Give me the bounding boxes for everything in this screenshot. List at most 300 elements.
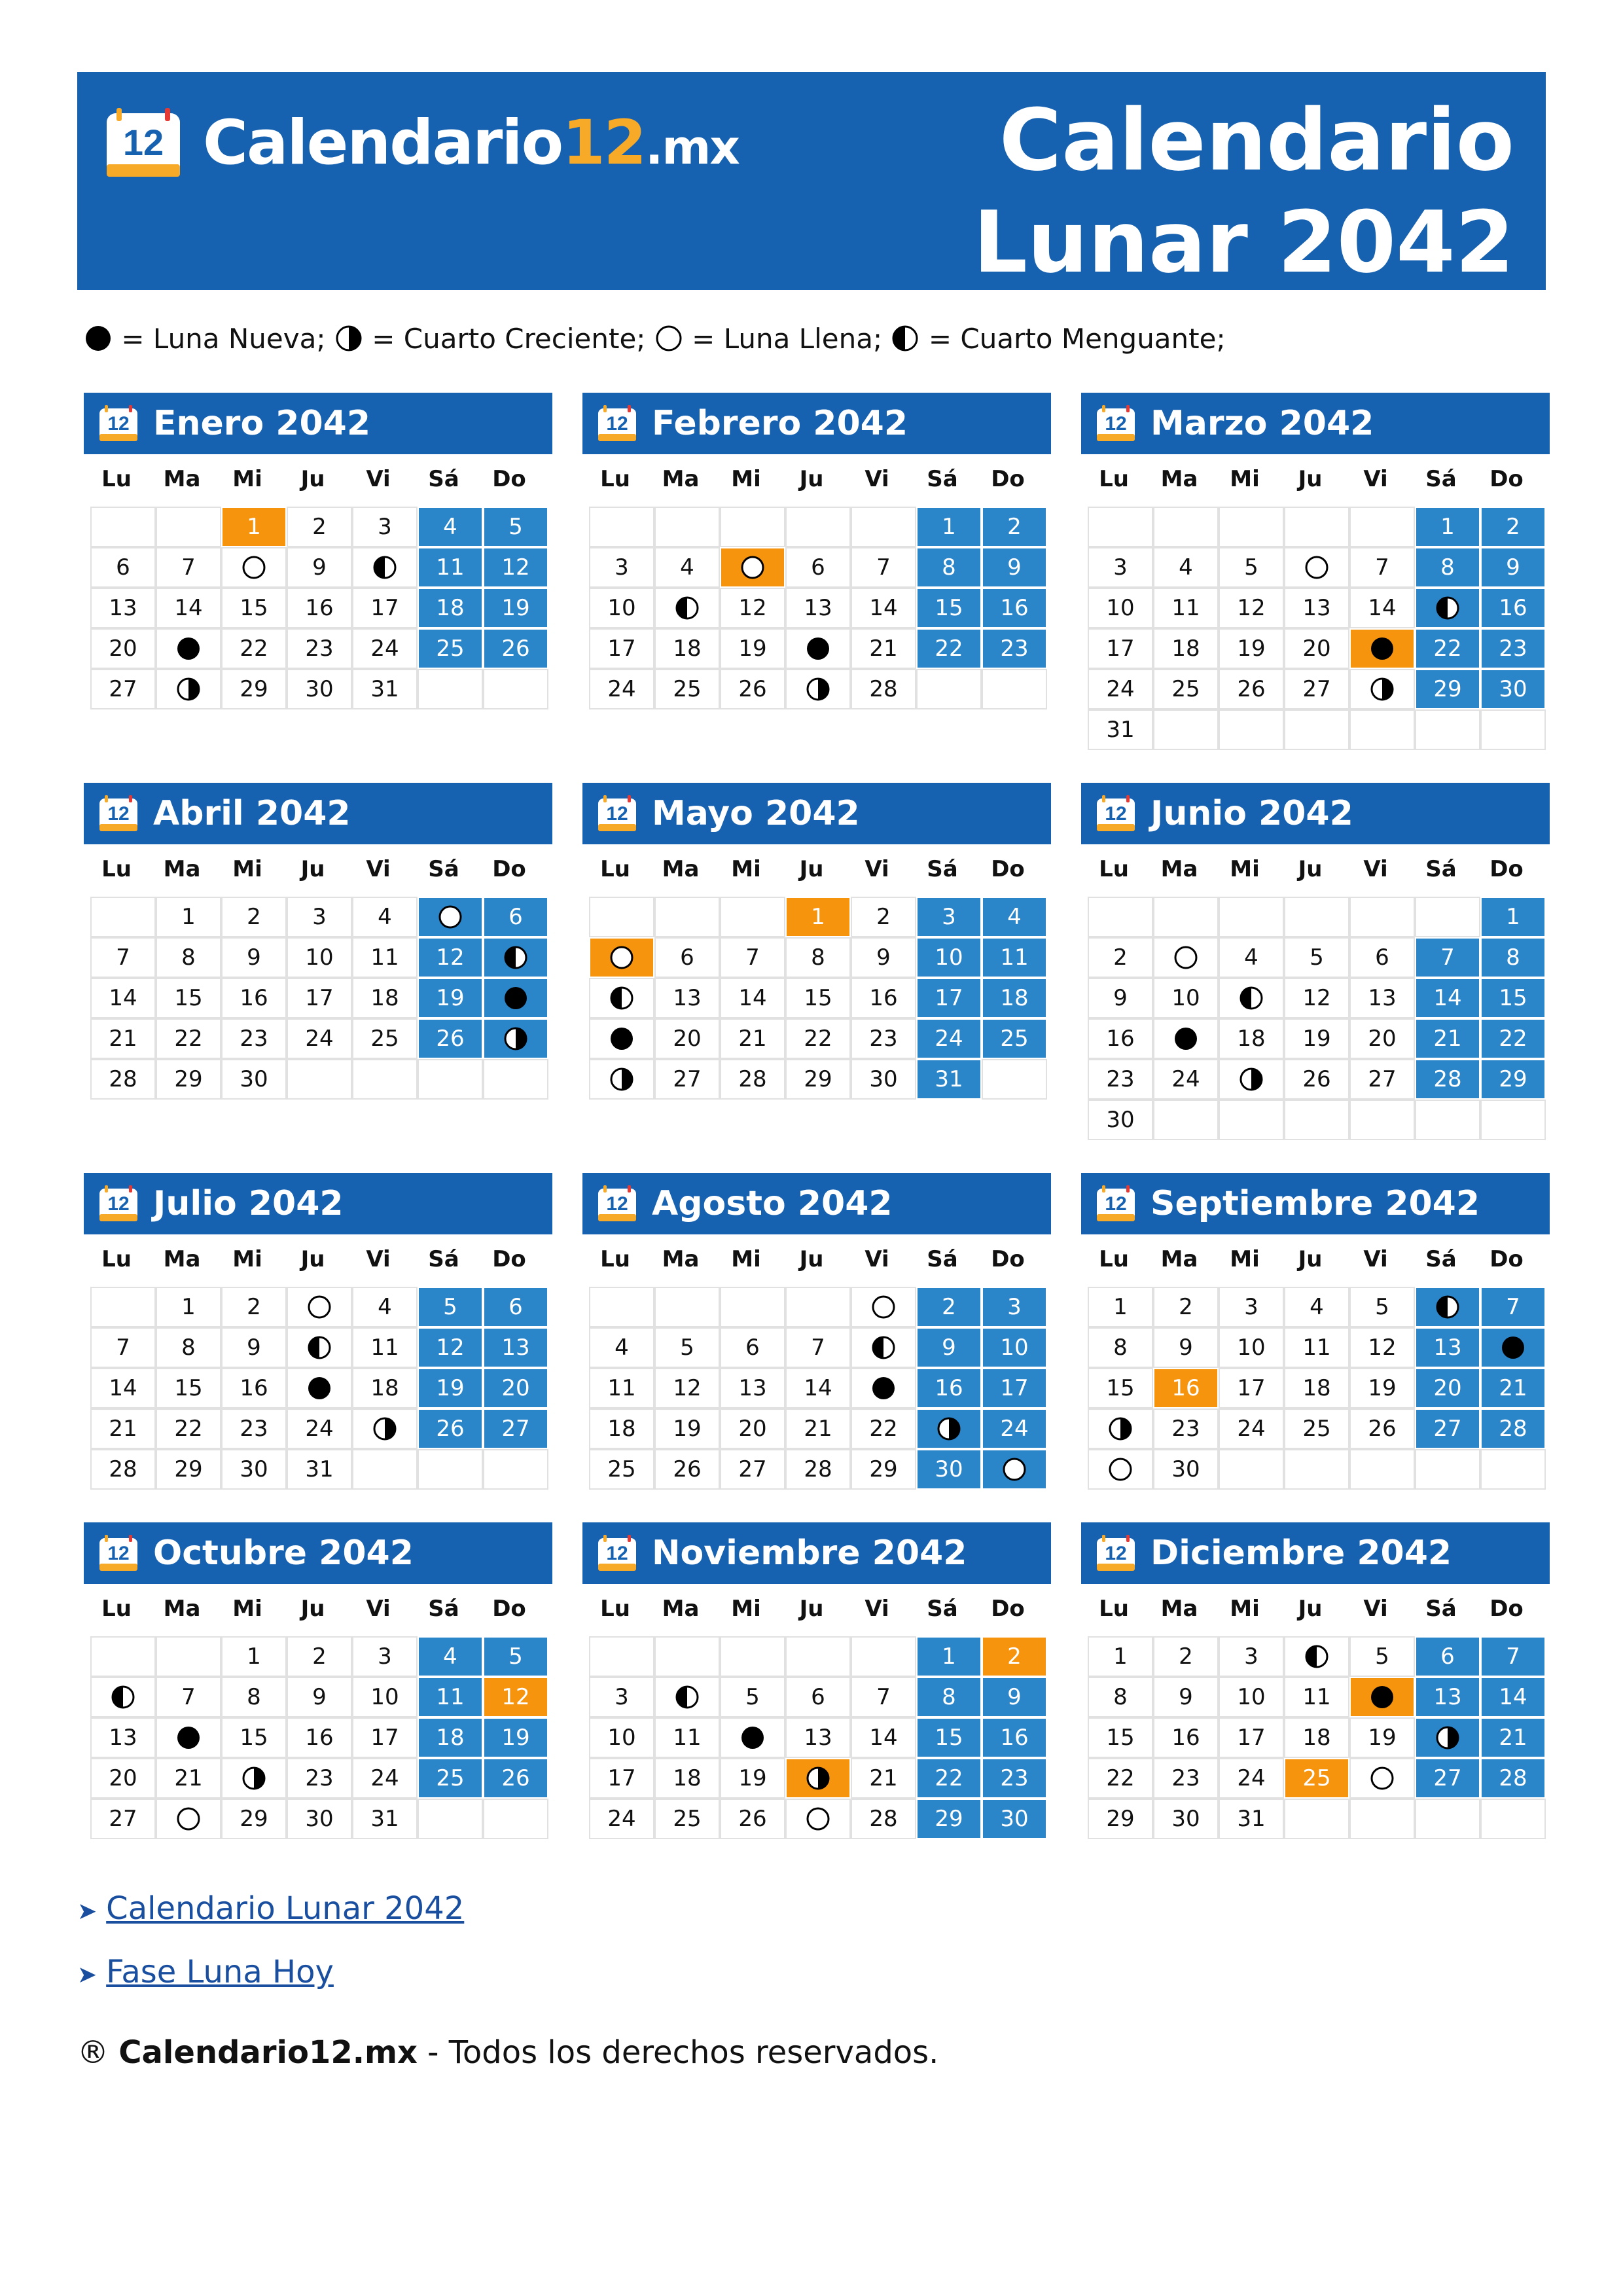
day-cell[interactable]: 13	[1284, 588, 1349, 628]
day-cell[interactable]: 31	[916, 1059, 982, 1100]
day-cell[interactable]: 19	[1284, 1018, 1349, 1059]
day-cell[interactable]: 9	[982, 547, 1047, 588]
day-cell[interactable]: 24	[589, 1799, 654, 1839]
day-cell[interactable]: 18	[352, 978, 418, 1018]
day-cell[interactable]	[1415, 588, 1480, 628]
day-cell[interactable]: 13	[1349, 978, 1415, 1018]
day-cell[interactable]	[483, 978, 548, 1018]
day-cell[interactable]: 29	[1480, 1059, 1546, 1100]
day-cell[interactable]: 16	[1480, 588, 1546, 628]
day-cell[interactable]: 5	[1284, 937, 1349, 978]
day-cell[interactable]: 13	[90, 588, 156, 628]
day-cell[interactable]: 8	[785, 937, 851, 978]
day-cell[interactable]: 27	[1415, 1408, 1480, 1449]
day-cell[interactable]: 7	[720, 937, 785, 978]
day-cell[interactable]	[1088, 1449, 1153, 1490]
day-cell[interactable]: 7	[90, 1327, 156, 1368]
day-cell[interactable]: 26	[720, 669, 785, 709]
day-cell[interactable]: 30	[851, 1059, 916, 1100]
day-cell[interactable]: 12	[483, 1677, 548, 1717]
day-cell[interactable]: 2	[221, 897, 287, 937]
day-cell[interactable]: 28	[851, 1799, 916, 1839]
day-cell[interactable]: 26	[1284, 1059, 1349, 1100]
day-cell[interactable]	[1153, 937, 1219, 978]
day-cell[interactable]	[483, 1018, 548, 1059]
day-cell[interactable]: 20	[90, 1758, 156, 1799]
day-cell[interactable]	[1415, 1717, 1480, 1758]
day-cell[interactable]: 21	[720, 1018, 785, 1059]
day-cell[interactable]: 26	[720, 1799, 785, 1839]
day-cell[interactable]: 9	[1480, 547, 1546, 588]
day-cell[interactable]: 10	[589, 588, 654, 628]
day-cell[interactable]: 4	[1219, 937, 1284, 978]
day-cell[interactable]: 4	[352, 1287, 418, 1327]
day-cell[interactable]: 27	[483, 1408, 548, 1449]
day-cell[interactable]	[589, 1059, 654, 1100]
day-cell[interactable]: 9	[982, 1677, 1047, 1717]
day-cell[interactable]: 10	[287, 937, 352, 978]
day-cell[interactable]: 28	[1480, 1408, 1546, 1449]
day-cell[interactable]: 26	[1349, 1408, 1415, 1449]
day-cell[interactable]: 28	[1480, 1758, 1546, 1799]
day-cell[interactable]: 14	[785, 1368, 851, 1408]
day-cell[interactable]: 4	[982, 897, 1047, 937]
day-cell[interactable]: 20	[654, 1018, 720, 1059]
day-cell[interactable]: 12	[483, 547, 548, 588]
day-cell[interactable]: 7	[1480, 1636, 1546, 1677]
day-cell[interactable]: 29	[785, 1059, 851, 1100]
day-cell[interactable]: 25	[1284, 1758, 1349, 1799]
day-cell[interactable]: 18	[1153, 628, 1219, 669]
day-cell[interactable]: 8	[1088, 1677, 1153, 1717]
day-cell[interactable]: 15	[916, 588, 982, 628]
day-cell[interactable]: 9	[221, 937, 287, 978]
day-cell[interactable]	[1415, 1287, 1480, 1327]
day-cell[interactable]: 29	[916, 1799, 982, 1839]
day-cell[interactable]: 14	[1480, 1677, 1546, 1717]
day-cell[interactable]: 24	[1219, 1758, 1284, 1799]
day-cell[interactable]: 14	[851, 588, 916, 628]
day-cell[interactable]: 13	[785, 588, 851, 628]
day-cell[interactable]: 21	[156, 1758, 221, 1799]
day-cell[interactable]: 30	[1088, 1100, 1153, 1140]
day-cell[interactable]: 19	[483, 1717, 548, 1758]
day-cell[interactable]: 15	[1088, 1717, 1153, 1758]
day-cell[interactable]	[785, 1758, 851, 1799]
day-cell[interactable]: 18	[589, 1408, 654, 1449]
day-cell[interactable]	[589, 1018, 654, 1059]
day-cell[interactable]	[352, 1408, 418, 1449]
day-cell[interactable]: 2	[287, 507, 352, 547]
day-cell[interactable]: 19	[720, 1758, 785, 1799]
day-cell[interactable]: 30	[287, 669, 352, 709]
day-cell[interactable]: 22	[851, 1408, 916, 1449]
day-cell[interactable]: 30	[982, 1799, 1047, 1839]
day-cell[interactable]: 22	[916, 628, 982, 669]
day-cell[interactable]: 4	[418, 1636, 483, 1677]
day-cell[interactable]: 19	[418, 978, 483, 1018]
day-cell[interactable]: 18	[654, 628, 720, 669]
day-cell[interactable]: 2	[851, 897, 916, 937]
day-cell[interactable]: 26	[483, 628, 548, 669]
day-cell[interactable]: 21	[851, 628, 916, 669]
day-cell[interactable]: 16	[851, 978, 916, 1018]
day-cell[interactable]: 10	[1219, 1677, 1284, 1717]
day-cell[interactable]: 7	[90, 937, 156, 978]
day-cell[interactable]: 19	[720, 628, 785, 669]
day-cell[interactable]: 3	[589, 1677, 654, 1717]
day-cell[interactable]: 23	[1480, 628, 1546, 669]
day-cell[interactable]: 20	[483, 1368, 548, 1408]
day-cell[interactable]: 4	[654, 547, 720, 588]
day-cell[interactable]: 28	[785, 1449, 851, 1490]
day-cell[interactable]: 28	[720, 1059, 785, 1100]
day-cell[interactable]: 16	[287, 588, 352, 628]
day-cell[interactable]: 14	[90, 978, 156, 1018]
day-cell[interactable]: 19	[483, 588, 548, 628]
day-cell[interactable]: 11	[654, 1717, 720, 1758]
day-cell[interactable]: 18	[1219, 1018, 1284, 1059]
day-cell[interactable]: 25	[1153, 669, 1219, 709]
day-cell[interactable]: 17	[1219, 1368, 1284, 1408]
day-cell[interactable]: 18	[418, 1717, 483, 1758]
day-cell[interactable]: 11	[1153, 588, 1219, 628]
day-cell[interactable]	[720, 547, 785, 588]
day-cell[interactable]: 2	[1088, 937, 1153, 978]
day-cell[interactable]: 12	[418, 1327, 483, 1368]
day-cell[interactable]: 3	[1219, 1287, 1284, 1327]
day-cell[interactable]: 6	[1349, 937, 1415, 978]
day-cell[interactable]: 5	[1349, 1287, 1415, 1327]
day-cell[interactable]: 5	[1349, 1636, 1415, 1677]
day-cell[interactable]: 27	[1349, 1059, 1415, 1100]
day-cell[interactable]: 24	[1088, 669, 1153, 709]
day-cell[interactable]	[287, 1287, 352, 1327]
day-cell[interactable]: 12	[720, 588, 785, 628]
day-cell[interactable]: 10	[982, 1327, 1047, 1368]
day-cell[interactable]: 29	[1088, 1799, 1153, 1839]
day-cell[interactable]	[654, 588, 720, 628]
day-cell[interactable]: 4	[418, 507, 483, 547]
day-cell[interactable]: 9	[1153, 1677, 1219, 1717]
day-cell[interactable]: 6	[785, 1677, 851, 1717]
day-cell[interactable]: 9	[221, 1327, 287, 1368]
day-cell[interactable]	[156, 1717, 221, 1758]
day-cell[interactable]: 26	[483, 1758, 548, 1799]
day-cell[interactable]: 13	[483, 1327, 548, 1368]
day-cell[interactable]	[287, 1368, 352, 1408]
day-cell[interactable]: 7	[156, 1677, 221, 1717]
day-cell[interactable]: 3	[589, 547, 654, 588]
day-cell[interactable]: 15	[1480, 978, 1546, 1018]
day-cell[interactable]: 24	[352, 1758, 418, 1799]
day-cell[interactable]: 24	[589, 669, 654, 709]
calendario-lunar-link[interactable]: Calendario Lunar 2042	[106, 1890, 465, 1927]
day-cell[interactable]: 13	[785, 1717, 851, 1758]
day-cell[interactable]: 24	[352, 628, 418, 669]
day-cell[interactable]: 3	[287, 897, 352, 937]
day-cell[interactable]	[1349, 669, 1415, 709]
day-cell[interactable]: 23	[982, 628, 1047, 669]
day-cell[interactable]	[287, 1327, 352, 1368]
day-cell[interactable]: 11	[1284, 1677, 1349, 1717]
day-cell[interactable]: 1	[221, 1636, 287, 1677]
day-cell[interactable]: 7	[785, 1327, 851, 1368]
day-cell[interactable]: 9	[287, 1677, 352, 1717]
day-cell[interactable]	[1349, 628, 1415, 669]
day-cell[interactable]: 1	[785, 897, 851, 937]
day-cell[interactable]: 3	[1219, 1636, 1284, 1677]
day-cell[interactable]: 29	[221, 669, 287, 709]
day-cell[interactable]: 23	[287, 628, 352, 669]
day-cell[interactable]: 27	[720, 1449, 785, 1490]
day-cell[interactable]: 2	[1480, 507, 1546, 547]
day-cell[interactable]: 25	[654, 669, 720, 709]
day-cell[interactable]: 14	[851, 1717, 916, 1758]
day-cell[interactable]: 6	[1415, 1636, 1480, 1677]
day-cell[interactable]: 3	[1088, 547, 1153, 588]
day-cell[interactable]: 5	[1219, 547, 1284, 588]
day-cell[interactable]: 26	[1219, 669, 1284, 709]
day-cell[interactable]: 9	[1153, 1327, 1219, 1368]
day-cell[interactable]: 10	[589, 1717, 654, 1758]
day-cell[interactable]: 26	[654, 1449, 720, 1490]
day-cell[interactable]: 26	[418, 1018, 483, 1059]
day-cell[interactable]: 8	[916, 547, 982, 588]
day-cell[interactable]: 22	[221, 628, 287, 669]
day-cell[interactable]: 16	[221, 1368, 287, 1408]
day-cell[interactable]: 16	[982, 588, 1047, 628]
day-cell[interactable]: 12	[418, 937, 483, 978]
day-cell[interactable]: 4	[1284, 1287, 1349, 1327]
fase-luna-hoy-link[interactable]: Fase Luna Hoy	[106, 1954, 334, 1990]
day-cell[interactable]: 25	[352, 1018, 418, 1059]
day-cell[interactable]	[156, 1799, 221, 1839]
day-cell[interactable]: 10	[1088, 588, 1153, 628]
day-cell[interactable]: 19	[654, 1408, 720, 1449]
day-cell[interactable]: 15	[156, 978, 221, 1018]
day-cell[interactable]: 12	[1284, 978, 1349, 1018]
day-cell[interactable]: 6	[785, 547, 851, 588]
day-cell[interactable]: 26	[418, 1408, 483, 1449]
day-cell[interactable]: 7	[851, 1677, 916, 1717]
day-cell[interactable]: 11	[418, 547, 483, 588]
day-cell[interactable]: 24	[916, 1018, 982, 1059]
day-cell[interactable]: 17	[589, 628, 654, 669]
day-cell[interactable]	[156, 628, 221, 669]
day-cell[interactable]: 11	[1284, 1327, 1349, 1368]
day-cell[interactable]: 13	[654, 978, 720, 1018]
day-cell[interactable]: 8	[1480, 937, 1546, 978]
day-cell[interactable]: 27	[90, 1799, 156, 1839]
day-cell[interactable]: 25	[654, 1799, 720, 1839]
day-cell[interactable]	[720, 1717, 785, 1758]
day-cell[interactable]: 23	[221, 1018, 287, 1059]
day-cell[interactable]: 24	[287, 1018, 352, 1059]
day-cell[interactable]: 12	[1219, 588, 1284, 628]
day-cell[interactable]: 13	[90, 1717, 156, 1758]
day-cell[interactable]: 14	[1415, 978, 1480, 1018]
day-cell[interactable]: 25	[418, 628, 483, 669]
day-cell[interactable]: 8	[916, 1677, 982, 1717]
day-cell[interactable]: 24	[287, 1408, 352, 1449]
day-cell[interactable]: 18	[982, 978, 1047, 1018]
day-cell[interactable]: 12	[1349, 1327, 1415, 1368]
day-cell[interactable]: 29	[156, 1059, 221, 1100]
day-cell[interactable]: 5	[654, 1327, 720, 1368]
day-cell[interactable]: 6	[720, 1327, 785, 1368]
day-cell[interactable]: 8	[156, 1327, 221, 1368]
day-cell[interactable]: 2	[1153, 1287, 1219, 1327]
day-cell[interactable]: 7	[851, 547, 916, 588]
day-cell[interactable]: 21	[1480, 1717, 1546, 1758]
day-cell[interactable]: 16	[287, 1717, 352, 1758]
day-cell[interactable]: 15	[785, 978, 851, 1018]
day-cell[interactable]: 16	[916, 1368, 982, 1408]
day-cell[interactable]: 4	[352, 897, 418, 937]
day-cell[interactable]	[1088, 1408, 1153, 1449]
day-cell[interactable]: 23	[1153, 1408, 1219, 1449]
day-cell[interactable]: 20	[1415, 1368, 1480, 1408]
day-cell[interactable]: 29	[156, 1449, 221, 1490]
day-cell[interactable]: 16	[221, 978, 287, 1018]
day-cell[interactable]: 3	[352, 1636, 418, 1677]
day-cell[interactable]: 9	[1088, 978, 1153, 1018]
day-cell[interactable]: 16	[1088, 1018, 1153, 1059]
day-cell[interactable]: 22	[156, 1408, 221, 1449]
day-cell[interactable]: 8	[1088, 1327, 1153, 1368]
day-cell[interactable]: 21	[90, 1018, 156, 1059]
day-cell[interactable]: 24	[1219, 1408, 1284, 1449]
day-cell[interactable]	[654, 1677, 720, 1717]
day-cell[interactable]	[352, 547, 418, 588]
day-cell[interactable]: 15	[221, 588, 287, 628]
day-cell[interactable]	[785, 628, 851, 669]
day-cell[interactable]: 31	[352, 1799, 418, 1839]
day-cell[interactable]: 16	[1153, 1368, 1219, 1408]
day-cell[interactable]: 13	[720, 1368, 785, 1408]
day-cell[interactable]: 15	[221, 1717, 287, 1758]
day-cell[interactable]: 27	[1415, 1758, 1480, 1799]
day-cell[interactable]: 17	[352, 588, 418, 628]
day-cell[interactable]	[916, 1408, 982, 1449]
day-cell[interactable]	[221, 547, 287, 588]
day-cell[interactable]: 2	[916, 1287, 982, 1327]
day-cell[interactable]	[1219, 978, 1284, 1018]
day-cell[interactable]: 29	[851, 1449, 916, 1490]
day-cell[interactable]: 16	[982, 1717, 1047, 1758]
day-cell[interactable]: 22	[916, 1758, 982, 1799]
day-cell[interactable]: 22	[156, 1018, 221, 1059]
day-cell[interactable]: 28	[1415, 1059, 1480, 1100]
day-cell[interactable]: 31	[287, 1449, 352, 1490]
day-cell[interactable]: 10	[916, 937, 982, 978]
day-cell[interactable]: 4	[1153, 547, 1219, 588]
day-cell[interactable]: 17	[1088, 628, 1153, 669]
day-cell[interactable]: 13	[1415, 1677, 1480, 1717]
day-cell[interactable]: 21	[1480, 1368, 1546, 1408]
day-cell[interactable]: 18	[654, 1758, 720, 1799]
day-cell[interactable]: 1	[156, 897, 221, 937]
day-cell[interactable]: 3	[352, 507, 418, 547]
day-cell[interactable]: 18	[418, 588, 483, 628]
day-cell[interactable]: 5	[720, 1677, 785, 1717]
day-cell[interactable]: 28	[851, 669, 916, 709]
day-cell[interactable]: 6	[483, 1287, 548, 1327]
day-cell[interactable]	[90, 1677, 156, 1717]
day-cell[interactable]: 23	[1088, 1059, 1153, 1100]
day-cell[interactable]: 25	[418, 1758, 483, 1799]
day-cell[interactable]	[1284, 547, 1349, 588]
day-cell[interactable]	[1153, 1018, 1219, 1059]
day-cell[interactable]: 13	[1415, 1327, 1480, 1368]
day-cell[interactable]: 8	[156, 937, 221, 978]
day-cell[interactable]: 21	[90, 1408, 156, 1449]
day-cell[interactable]: 17	[916, 978, 982, 1018]
day-cell[interactable]: 19	[1349, 1368, 1415, 1408]
day-cell[interactable]: 1	[1088, 1287, 1153, 1327]
day-cell[interactable]: 21	[785, 1408, 851, 1449]
day-cell[interactable]: 27	[654, 1059, 720, 1100]
day-cell[interactable]: 9	[851, 937, 916, 978]
day-cell[interactable]: 11	[352, 937, 418, 978]
day-cell[interactable]	[851, 1287, 916, 1327]
day-cell[interactable]: 30	[287, 1799, 352, 1839]
day-cell[interactable]: 6	[483, 897, 548, 937]
day-cell[interactable]	[785, 669, 851, 709]
day-cell[interactable]: 31	[1219, 1799, 1284, 1839]
site-logo[interactable]	[203, 106, 739, 185]
day-cell[interactable]: 21	[1415, 1018, 1480, 1059]
day-cell[interactable]: 18	[352, 1368, 418, 1408]
day-cell[interactable]: 19	[1219, 628, 1284, 669]
day-cell[interactable]	[221, 1758, 287, 1799]
day-cell[interactable]: 1	[1415, 507, 1480, 547]
day-cell[interactable]	[156, 669, 221, 709]
day-cell[interactable]: 2	[982, 507, 1047, 547]
day-cell[interactable]: 23	[851, 1018, 916, 1059]
day-cell[interactable]	[1284, 1636, 1349, 1677]
day-cell[interactable]	[851, 1368, 916, 1408]
day-cell[interactable]: 20	[1349, 1018, 1415, 1059]
day-cell[interactable]: 2	[221, 1287, 287, 1327]
day-cell[interactable]: 7	[1349, 547, 1415, 588]
day-cell[interactable]: 17	[982, 1368, 1047, 1408]
day-cell[interactable]: 9	[287, 547, 352, 588]
day-cell[interactable]: 18	[1284, 1368, 1349, 1408]
day-cell[interactable]: 11	[982, 937, 1047, 978]
day-cell[interactable]	[1349, 1758, 1415, 1799]
day-cell[interactable]: 5	[418, 1287, 483, 1327]
day-cell[interactable]: 28	[90, 1059, 156, 1100]
day-cell[interactable]: 10	[1153, 978, 1219, 1018]
day-cell[interactable]	[483, 937, 548, 978]
day-cell[interactable]: 19	[1349, 1717, 1415, 1758]
day-cell[interactable]: 8	[1415, 547, 1480, 588]
day-cell[interactable]: 5	[483, 507, 548, 547]
day-cell[interactable]: 22	[1415, 628, 1480, 669]
day-cell[interactable]: 5	[483, 1636, 548, 1677]
day-cell[interactable]: 17	[287, 978, 352, 1018]
day-cell[interactable]: 15	[1088, 1368, 1153, 1408]
day-cell[interactable]: 7	[1480, 1287, 1546, 1327]
day-cell[interactable]: 30	[1153, 1799, 1219, 1839]
day-cell[interactable]: 3	[982, 1287, 1047, 1327]
day-cell[interactable]	[851, 1327, 916, 1368]
day-cell[interactable]	[1480, 1327, 1546, 1368]
day-cell[interactable]: 23	[287, 1758, 352, 1799]
day-cell[interactable]: 20	[1284, 628, 1349, 669]
